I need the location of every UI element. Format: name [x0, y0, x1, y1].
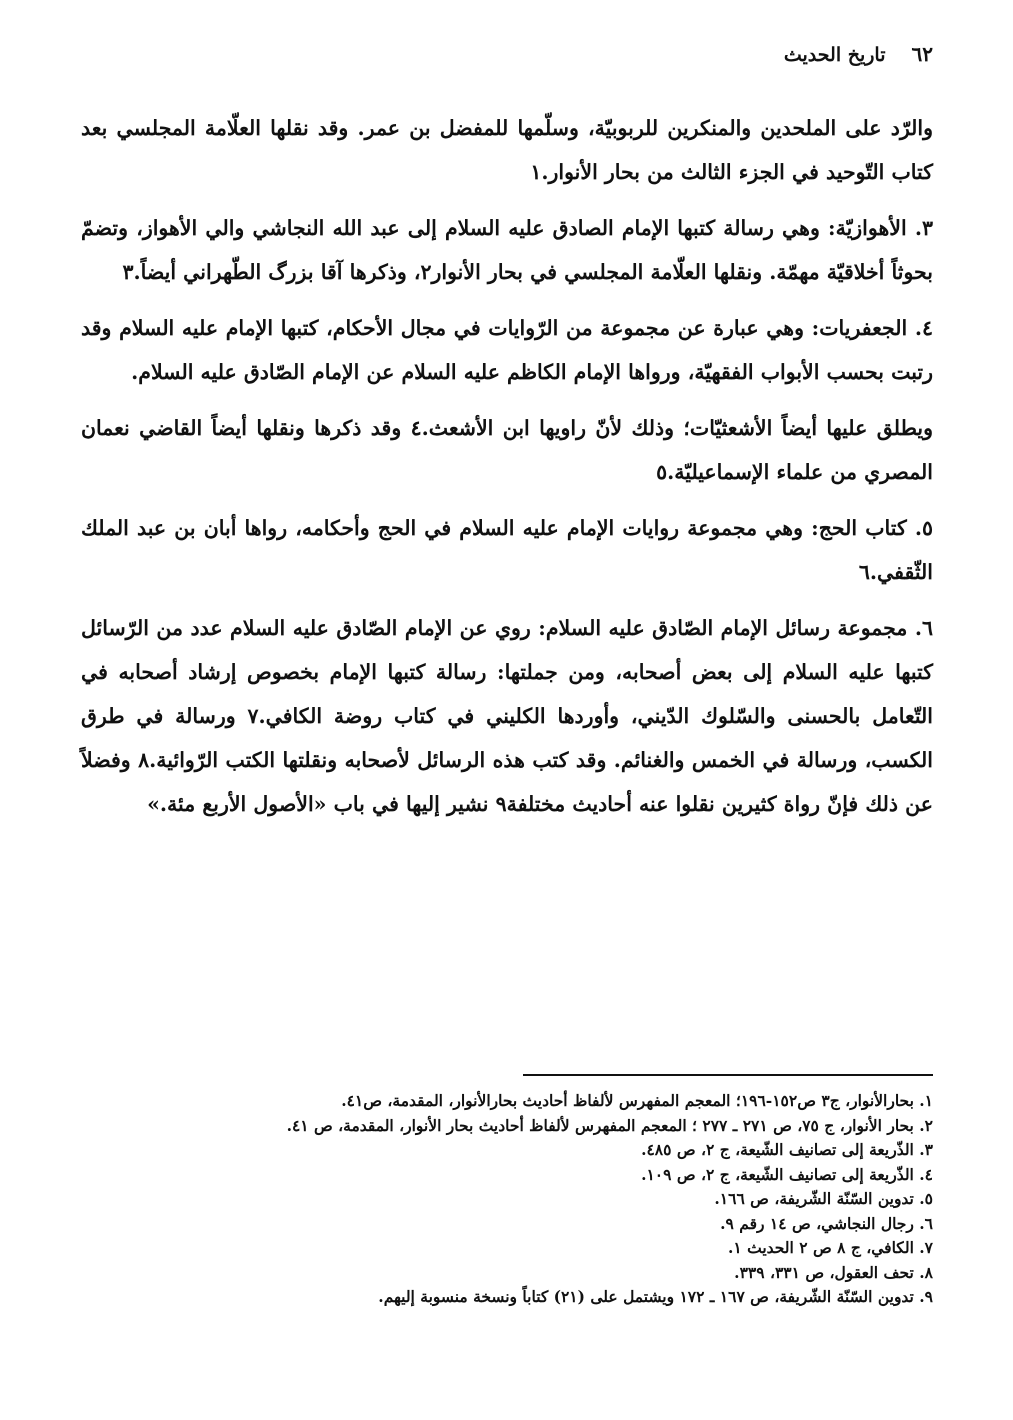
- footnote: ٥. تدوين السّنّة الشّريفة، ص ١٦٦.: [714, 1189, 933, 1208]
- paragraph-text: ٤. الجعفريات: وهي عبارة عن مجموعة من الرّوايات في مجال الأحكام، كتبها الإمام عليه السلام وقد رتبت بحسب الأبواب الفقهيّة، ورواها الإمام الكاظم عليه السلام عن الإمام الصّادق عليه السلام.: [81, 316, 933, 384]
- paragraph: [81, 106, 933, 194]
- paragraph-text: ٦. مجموعة رسائل الإمام الصّادق عليه السلام: روي عن الإمام الصّادق عليه السلام عدد من الرّسائل كتبها عليه السلام إلى بعض أصحابه، ومن جملتها: رسالة كتبها الإمام بخصوص إرشاد أصحابه في التّعامل بالحسنى والسّلوك الدّيني، وأوردها الكليني في كتاب روضة الكافي.٧ ورسالة في طرق الكسب، ورسالة في الخمس والغنائم. وقد كتب هذه الرسائل لأصحابه ونقلتها الكتب الرّوائية.٨ وفضلاً عن ذلك فإنّ رواة كثيرين نقلوا عنه أحاديث مختلفة٩ نشير إليها في باب «الأصول الأربع مئة.»: [81, 616, 933, 816]
- footnotes: [81, 1089, 933, 1310]
- running-head: [784, 42, 933, 66]
- footnote-separator: [523, 1074, 933, 1076]
- paragraph: [81, 406, 933, 494]
- footnote: ٢. بحار الأنوار، ج ٧٥، ص ٢٧١ ـ ٢٧٧ ؛ المعجم المفهرس لألفاظ أحاديث بحار الأنوار، المقدمة، ص ٤١.: [286, 1115, 933, 1135]
- footnote: ١. بحارالأنوار، ج٣ ص١٥٢-١٩٦؛ المعجم المفهرس لألفاظ أحاديث بحارالأنوار، المقدمة، ص٤١.: [341, 1091, 933, 1110]
- page-number: ٦٢: [911, 42, 933, 66]
- paragraph: [81, 206, 933, 294]
- paragraph-text: ويطلق عليها أيضاً الأشعثيّات؛ وذلك لأنّ راويها ابن الأشعث.٤ وقد ذكرها ونقلها أيضاً القاضي نعمان المصري من علماء الإسماعيليّة.٥: [81, 416, 933, 484]
- body-text: [81, 106, 933, 826]
- paragraph-text: ٥. كتاب الحج: وهي مجموعة روايات الإمام عليه السلام في الحج وأحكامه، رواها أبان بن عبد الملك الثّقفي.٦: [81, 516, 933, 584]
- paragraph: [81, 506, 933, 594]
- footnote: ٨. تحف العقول، ص ٣٣١، ٣٣٩.: [734, 1262, 933, 1282]
- paragraph-text: ٣. الأهوازيّة: وهي رسالة كتبها الإمام الصادق عليه السلام إلى عبد الله النجاشي والي الأهواز، وتضمّ بحوثاً أخلاقيّة مهمّة. ونقلها العلّامة المجلسي في بحار الأنوار٢، وذكرها آقا بزرگ الطّهراني أيضاً.٣: [81, 216, 933, 284]
- running-title: تاريخ الحديث: [783, 44, 886, 66]
- paragraph: [81, 306, 933, 394]
- footnote: ٩. تدوين السّنّة الشّريفة، ص ١٦٧ ـ ١٧٢ ويشتمل على (٢١) كتاباً ونسخة منسوبة إليهم.: [378, 1287, 933, 1306]
- footnote: ٤. الذّريعة إلى تصانيف الشّيعة، ج ٢، ص ١٠٩.: [641, 1164, 933, 1184]
- paragraph: [81, 606, 933, 826]
- footnote: ٦. رجال النجاشي، ص ١٤ رقم ٩.: [720, 1213, 933, 1233]
- footnote: ٣. الذّريعة إلى تصانيف الشّيعة، ج ٢، ص ٤٨٥.: [641, 1140, 933, 1159]
- paragraph-text: والرّد على الملحدين والمنكرين للربوبيّة، وسلّمها للمفضل بن عمر. وقد نقلها العلّامة المجلسي بعد كتاب التّوحيد في الجزء الثالث من بحار الأنوار.١: [81, 116, 933, 184]
- footnote: ٧. الكافي، ج ٨ ص ٢ الحديث ١.: [728, 1238, 933, 1257]
